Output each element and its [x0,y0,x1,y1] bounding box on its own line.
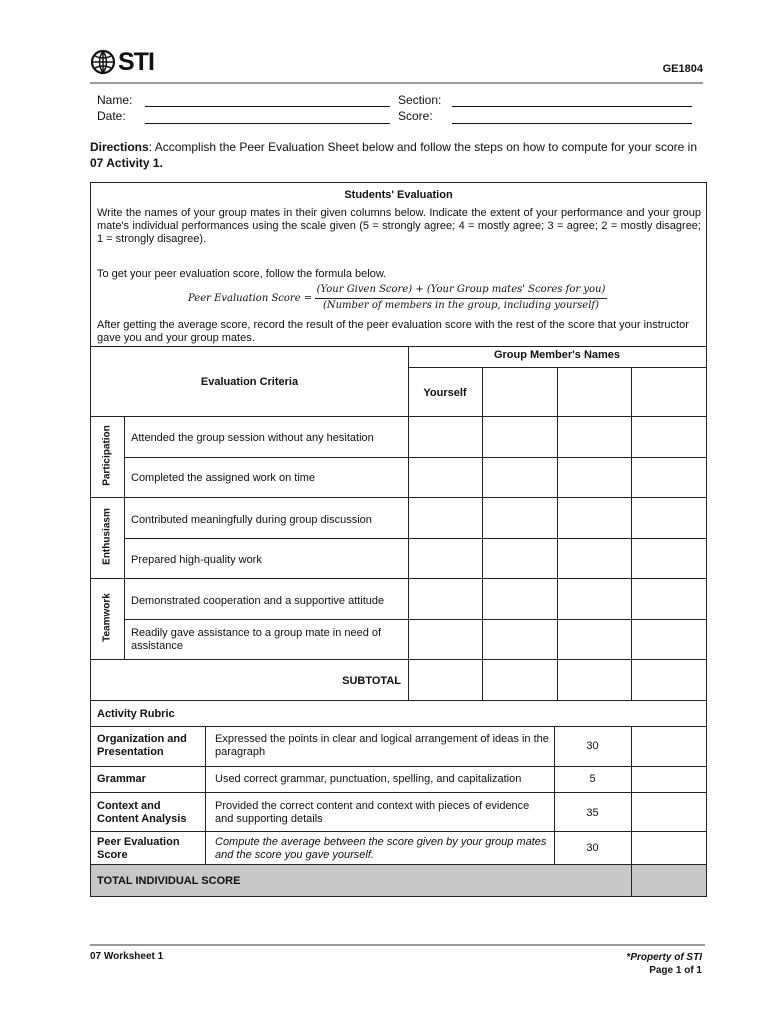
score-label: Score: [398,109,433,123]
date-field[interactable] [145,123,390,124]
rubric-points: 30 [586,842,599,854]
rubric-description: Expressed the points in clear and logical arrangement of ideas in the paragraph [215,733,549,758]
criterion-item: Prepared high-quality work [131,554,262,566]
directions-text: : Accomplish the Peer Evaluation Sheet below and follow the steps on how to compute for your score in [148,140,697,154]
directions-activity: 07 Activity 1. [90,156,163,170]
rubric-divider [91,700,706,701]
score-field[interactable] [452,123,692,124]
evaluation-instructions: Write the names of your group mates in their given columns below. Indicate the extent of your performance and your group mate's individual performances using the scale given (5 = strongly agree; 4 = mostly agree; 3 = agree; 2 = mostly disagree; 1 = strongly disagree). [97,207,701,245]
date-label: Date: [97,109,126,123]
members-header: Group Member's Names [493,349,621,361]
rubric-description: Compute the average between the score given by your group mates and the score you gave yourself. [215,836,547,861]
total-label: TOTAL INDIVIDUAL SCORE [97,875,241,887]
criterion-item: Attended the group session without any hesitation [131,432,374,444]
formula-denominator: (Number of members in the group, including yourself) [322,300,600,311]
directions-lead: Directions [90,140,149,154]
row-divider [124,457,706,458]
rubric-description: Used correct grammar, punctuation, spelling, and capitalization [215,773,522,785]
rubric-column-divider [631,726,632,864]
row-divider [124,538,706,539]
criteria-header: Evaluation Criteria [200,376,299,388]
criteria-divider [91,416,706,417]
footer-page: Page 1 of 1 [649,965,702,976]
category-participation: Participation [101,425,113,486]
rubric-description: Provided the correct content and context with pieces of evidence and supporting details [215,800,530,825]
formula-numerator: (Your Given Score) + (Your Group mates' Scores for you) [316,284,606,295]
fraction-bar [315,298,607,299]
globe-icon [90,49,116,75]
after-text: After getting the average score, record the result of the peer evaluation score with the rest of the score that your instructor gave you and your group mates. [97,319,689,344]
sti-logo [90,48,154,76]
subtotal-label: SUBTOTAL [342,675,401,687]
rubric-points: 35 [586,807,599,819]
name-field[interactable] [145,106,390,107]
rubric-header-divider [91,726,706,727]
criterion-item: Demonstrated cooperation and a supportive attitude [131,595,385,607]
row-divider [124,619,706,620]
rubric-row-divider [91,831,706,832]
rubric-title: Activity Rubric [97,708,175,720]
rubric-row-divider [91,766,706,767]
footer-rule [90,944,705,946]
rubric-criterion: Context and Content Analysis [97,800,187,825]
category-column-divider [124,416,125,659]
table-divider [91,346,706,347]
column-divider [557,367,558,700]
evaluation-sheet [90,182,707,897]
footer-right [626,951,702,977]
formula-intro: To get your peer evaluation score, follow the formula below. [97,268,387,280]
rubric-criterion: Grammar [97,773,146,785]
section-label: Section: [398,93,442,107]
rubric-row-divider [91,792,706,793]
rubric-points: 5 [589,773,596,785]
criterion-item: Readily gave assistance to a group mate in need of assistance [131,627,382,652]
rubric-column-divider [205,726,206,864]
document-code: GE1804 [662,63,703,75]
section-field[interactable] [452,106,692,107]
total-column-divider [631,864,632,897]
name-label: Name: [97,93,133,107]
column-divider [482,367,483,700]
category-divider [91,497,706,498]
rubric-criterion: Organization and Presentation [97,733,187,758]
column-divider [631,367,632,700]
directions [90,139,705,171]
page-header [90,44,703,84]
category-enthusiasm: Enthusiasm [101,508,113,565]
footer-property: *Property of STI [626,952,702,963]
yourself-header: Yourself [423,387,467,399]
category-teamwork: Teamwork [101,593,113,642]
criterion-item: Contributed meaningfully during group discussion [131,514,372,526]
logo-text: STI [118,47,154,76]
students-evaluation-title: Students' Evaluation [344,189,453,201]
subtotal-divider [91,659,706,660]
formula-lhs: Peer Evaluation Score = [188,293,313,304]
rubric-points: 30 [586,740,599,752]
footer-worksheet: 07 Worksheet 1 [90,951,164,962]
rubric-criterion: Peer Evaluation Score [97,836,180,861]
criterion-item: Completed the assigned work on time [131,472,316,484]
category-divider [91,578,706,579]
